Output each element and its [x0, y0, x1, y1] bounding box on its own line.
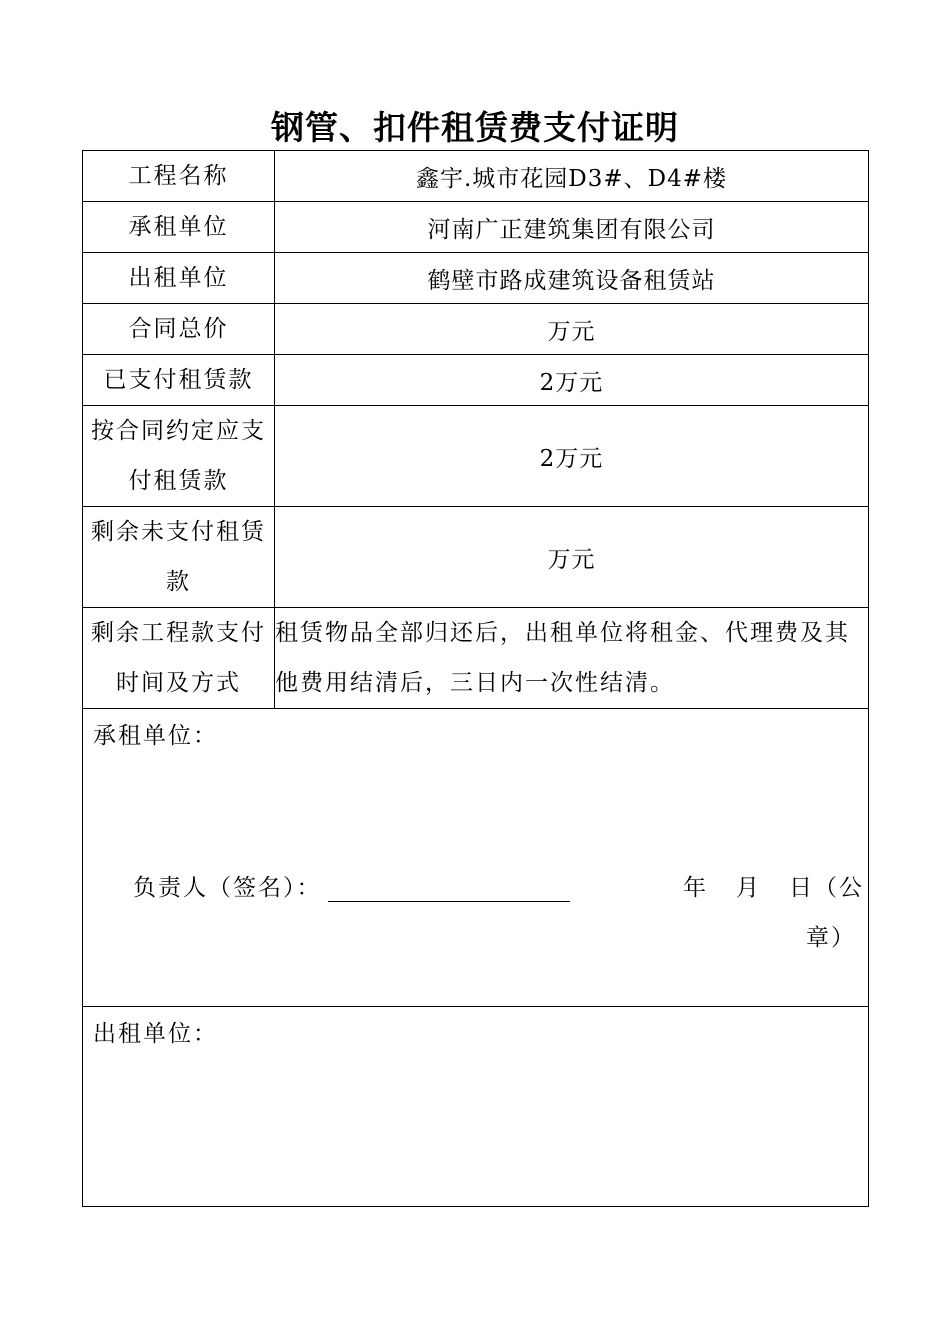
signer-row: [133, 869, 570, 902]
table-row: [83, 608, 869, 709]
row-label: 工程名称: [83, 151, 275, 202]
date-year: 年: [683, 875, 708, 901]
row-value: 2万元: [275, 406, 869, 507]
date-day: 日（公: [789, 875, 864, 901]
row-value: 租赁物品全部归还后，出租单位将租金、代理费及其他费用结清后，三日内一次性结清。: [275, 608, 869, 709]
table-row: [83, 507, 869, 608]
table-row: [83, 304, 869, 355]
row-label: 已支付租赁款: [83, 355, 275, 406]
row-value: 河南广正建筑集团有限公司: [275, 202, 869, 253]
lessor-label: 出租单位：: [93, 1021, 218, 1047]
table-row: [83, 151, 869, 202]
row-label: 出租单位: [83, 253, 275, 304]
row-value: 鹤壁市路成建筑设备租赁站: [275, 253, 869, 304]
table-row: [83, 253, 869, 304]
row-value: 2万元: [275, 355, 869, 406]
signature-line[interactable]: [328, 875, 570, 902]
row-label: 承租单位: [83, 202, 275, 253]
seal-text: 章）: [806, 925, 856, 951]
signer-label: 负责人（签名）：: [133, 875, 322, 901]
row-value: 鑫宇.城市花园D3#、D4#楼: [275, 151, 869, 202]
lessor-block: [83, 1007, 869, 1207]
row-label: 合同总价: [83, 304, 275, 355]
table-row: [83, 202, 869, 253]
table-row: [83, 406, 869, 507]
date-month: 月: [736, 875, 761, 901]
payment-proof-table: [82, 150, 869, 1207]
row-label: 剩余未支付租赁款: [83, 507, 275, 608]
table-row: [83, 355, 869, 406]
lessee-label: 承租单位：: [93, 723, 218, 749]
lessee-block: [83, 709, 869, 1007]
row-label: 按合同约定应支付租赁款: [83, 406, 275, 507]
row-value: 万元: [275, 507, 869, 608]
document-title: 钢管、扣件租赁费支付证明: [271, 108, 679, 147]
row-label: 剩余工程款支付时间及方式: [83, 608, 275, 709]
lessee-signature-row: [83, 709, 869, 1007]
lessor-signature-row: [83, 1007, 869, 1207]
date-field: [683, 869, 864, 902]
row-value: 万元: [275, 304, 869, 355]
